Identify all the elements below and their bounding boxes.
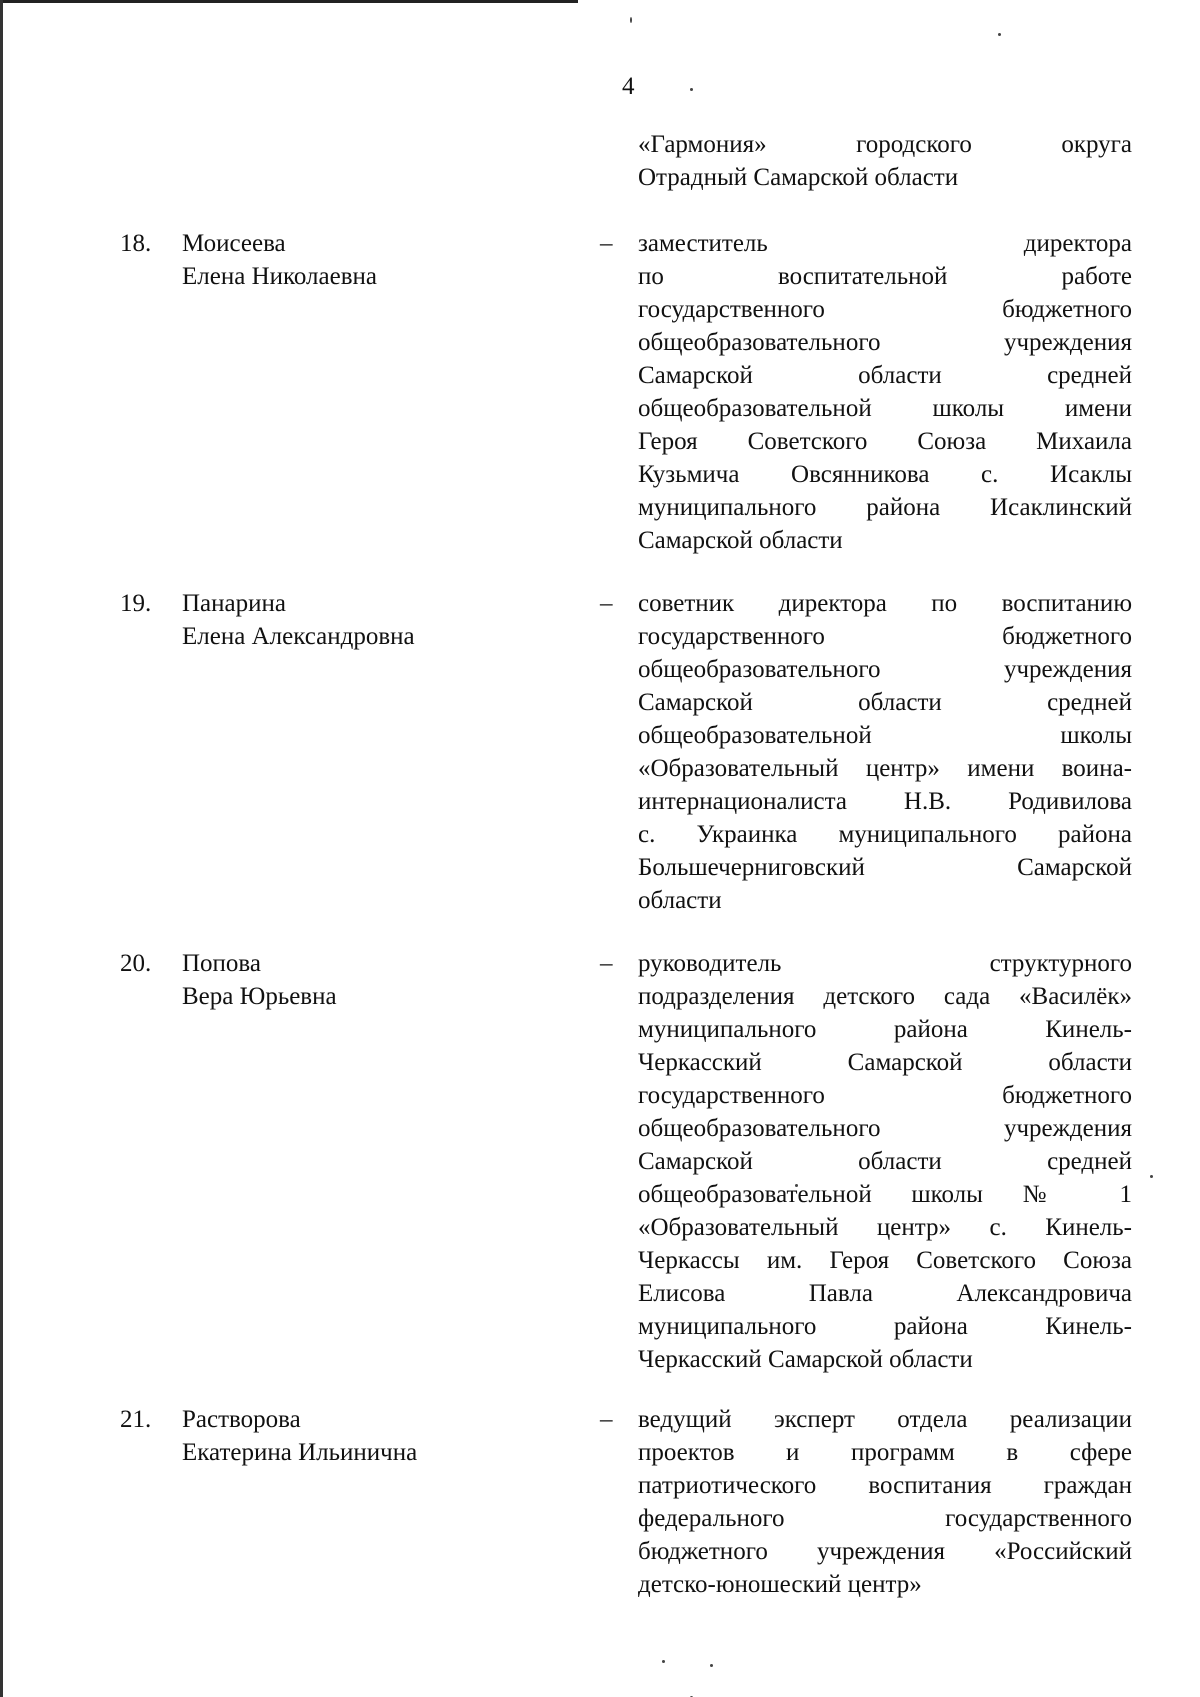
description-line: «Образовательный центр» имени воина- bbox=[638, 755, 1132, 782]
description-line: по воспитательной работе bbox=[638, 263, 1132, 290]
description-line: муниципального района Исаклинский bbox=[638, 494, 1132, 521]
description-line: советник директора по воспитанию bbox=[638, 590, 1132, 617]
scan-speck bbox=[1150, 1175, 1153, 1178]
description-line: государственного бюджетного bbox=[638, 296, 1132, 323]
entry-number: 21. bbox=[120, 1406, 152, 1433]
position-description bbox=[638, 587, 1132, 917]
person-name bbox=[182, 947, 542, 1013]
scan-speck bbox=[710, 1664, 713, 1667]
person-name bbox=[182, 1403, 542, 1469]
description-line: общеобразовательной школы имени bbox=[638, 395, 1132, 422]
description-line: интернационалиста Н.В. Родивилова bbox=[638, 788, 1132, 815]
description-line: бюджетного учреждения «Российский bbox=[638, 1538, 1132, 1565]
dash-separator: – bbox=[600, 230, 613, 257]
given-names: Вера Юрьевна bbox=[182, 983, 337, 1010]
surname: Панарина bbox=[182, 590, 286, 617]
description-line: федерального государственного bbox=[638, 1505, 1132, 1532]
scan-speck bbox=[690, 88, 693, 91]
description-line: области bbox=[638, 887, 722, 914]
description-line: подразделения детского сада «Василёк» bbox=[638, 983, 1132, 1010]
description-line: Отрадный Самарской области bbox=[638, 164, 959, 191]
dash-separator: – bbox=[600, 1406, 613, 1433]
description-line: детско-юношеский центр» bbox=[638, 1571, 922, 1598]
scan-speck bbox=[662, 1660, 665, 1663]
description-line: Самарской области средней bbox=[638, 362, 1132, 389]
position-description bbox=[638, 1403, 1132, 1601]
surname: Моисеева bbox=[182, 230, 286, 257]
surname: Растворова bbox=[182, 1406, 301, 1433]
scan-edge-top bbox=[0, 0, 578, 3]
given-names: Елена Николаевна bbox=[182, 263, 377, 290]
given-names: Екатерина Ильинична bbox=[182, 1439, 418, 1466]
surname: Попова bbox=[182, 950, 262, 977]
description-line: Черкассы им. Героя Советского Союза bbox=[638, 1247, 1132, 1274]
description-line: ведущий эксперт отдела реализации bbox=[638, 1406, 1132, 1433]
description-line: Самарской области bbox=[638, 527, 843, 554]
dash-separator: – bbox=[600, 590, 613, 617]
scan-speck bbox=[630, 17, 632, 23]
entry-number: 20. bbox=[120, 950, 152, 977]
scan-speck bbox=[998, 33, 1001, 36]
description-line: Черкасский Самарской области bbox=[638, 1049, 1132, 1076]
description-line: Самарской области средней bbox=[638, 1148, 1132, 1175]
description-line: «Образовательный центр» с. Кинель- bbox=[638, 1214, 1132, 1241]
position-description bbox=[638, 947, 1132, 1376]
given-names: Елена Александровна bbox=[182, 623, 415, 650]
scan-edge-left bbox=[0, 0, 3, 1697]
description-line: общеобразовательной школы № 1 bbox=[638, 1181, 1132, 1208]
description-line: руководитель структурного bbox=[638, 950, 1132, 977]
description-line: Кузьмича Овсянникова с. Исаклы bbox=[638, 461, 1132, 488]
description-line: общеобразовательного учреждения bbox=[638, 656, 1132, 683]
position-description bbox=[638, 227, 1132, 557]
description-line: муниципального района Кинель- bbox=[638, 1313, 1132, 1340]
description-line: общеобразовательного учреждения bbox=[638, 1115, 1132, 1142]
description-line: заместитель директора bbox=[638, 230, 1132, 257]
description-line: государственного бюджетного bbox=[638, 1082, 1132, 1109]
description-line: патриотического воспитания граждан bbox=[638, 1472, 1132, 1499]
description-line: проектов и программ в сфере bbox=[638, 1439, 1132, 1466]
page-number: 4 bbox=[622, 73, 635, 100]
description-line: государственного бюджетного bbox=[638, 623, 1132, 650]
description-line: муниципального района Кинель- bbox=[638, 1016, 1132, 1043]
entry-number: 19. bbox=[120, 590, 152, 617]
description-line: общеобразовательной школы bbox=[638, 722, 1132, 749]
description-line: Героя Советского Союза Михаила bbox=[638, 428, 1132, 455]
description-line: с. Украинка муниципального района bbox=[638, 821, 1132, 848]
description-line: Самарской области средней bbox=[638, 689, 1132, 716]
description-line: Черкасский Самарской области bbox=[638, 1346, 973, 1373]
person-name bbox=[182, 227, 542, 293]
person-name bbox=[182, 587, 542, 653]
description-line: «Гармония» городского округа bbox=[638, 131, 1132, 158]
entry-number: 18. bbox=[120, 230, 152, 257]
previous-entry-continuation bbox=[638, 128, 1132, 194]
description-line: Большечерниговский Самарской bbox=[638, 854, 1132, 881]
dash-separator: – bbox=[600, 950, 613, 977]
description-line: Елисова Павла Александровича bbox=[638, 1280, 1132, 1307]
description-line: общеобразовательного учреждения bbox=[638, 329, 1132, 356]
